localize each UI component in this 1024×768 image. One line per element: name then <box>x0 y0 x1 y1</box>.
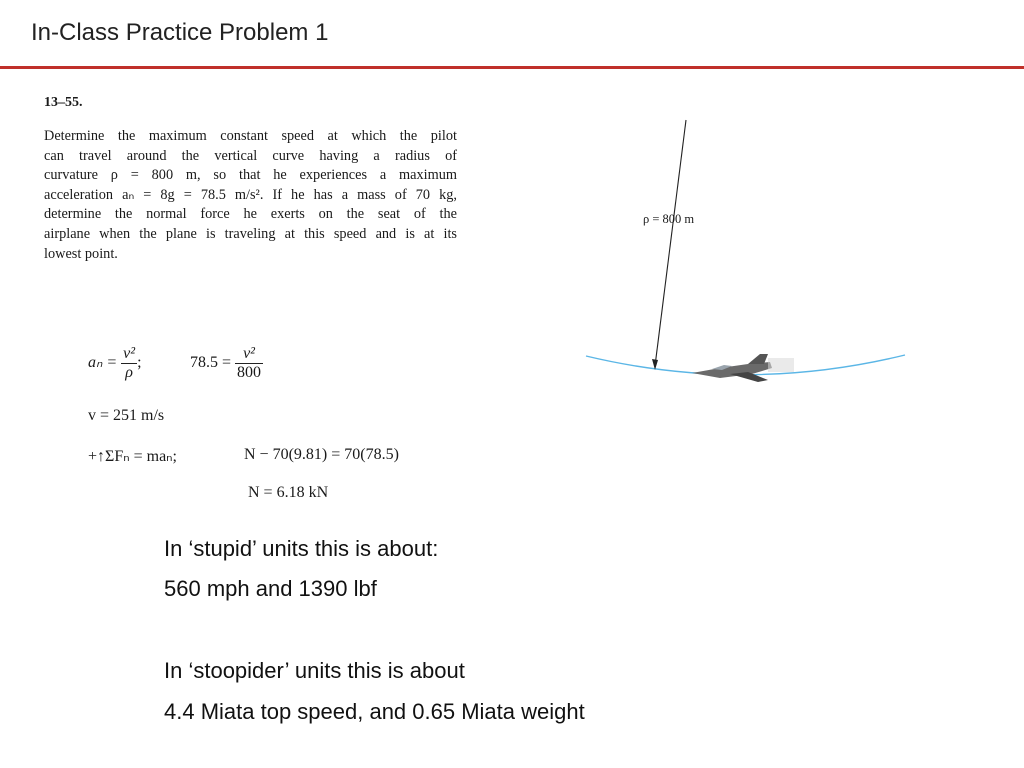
equation-normal-acceleration <box>88 345 142 381</box>
eq1-fraction <box>121 345 137 381</box>
eq1-separator: ; <box>137 353 142 371</box>
problem-number: 13–55. <box>44 95 83 110</box>
problem-line: determine the normal force he exerts on the seat of the <box>44 206 457 223</box>
eq2-fraction <box>235 345 263 381</box>
problem-line: curvature ρ = 800 m, so that he experiences a maximum <box>44 167 457 184</box>
curve-diagram <box>580 110 920 400</box>
problem-statement <box>44 127 457 264</box>
sum-forces-equation: +↑ΣFₙ = maₙ; <box>88 448 177 465</box>
note-line-4: 4.4 Miata top speed, and 0.65 Miata weight <box>164 699 585 724</box>
airplane-icon <box>692 354 794 382</box>
eq2-lhs: 78.5 = <box>190 353 232 371</box>
eq2-numerator: v² <box>235 345 263 364</box>
eq1-lhs: aₙ = <box>88 353 118 371</box>
problem-line: Determine the maximum constant speed at which the pilot <box>44 128 457 144</box>
eq2-denominator: 800 <box>237 363 262 381</box>
note-line-3: In ‘stoopider’ units this is about <box>164 658 465 683</box>
slide-title: In-Class Practice Problem 1 <box>31 19 329 46</box>
newton-equation: N − 70(9.81) = 70(78.5) <box>244 446 399 463</box>
problem-line: can travel around the vertical curve having a radius of <box>44 147 457 164</box>
note-line-2: 560 mph and 1390 lbf <box>164 576 377 601</box>
problem-line: airplane when the plane is traveling at this speed and is at its <box>44 225 457 242</box>
normal-force-result: N = 6.18 kN <box>248 484 329 501</box>
title-divider <box>0 66 1024 69</box>
radius-line <box>655 120 686 366</box>
eq1-denominator: ρ <box>125 363 133 381</box>
radius-label: ρ = 800 m <box>643 212 695 226</box>
velocity-result: v = 251 m/s <box>88 407 165 424</box>
note-line-1: In ‘stupid’ units this is about: <box>164 536 439 561</box>
problem-line: lowest point. <box>44 245 118 262</box>
eq1-numerator: v² <box>123 345 136 362</box>
equation-substitution <box>190 345 263 381</box>
problem-line: acceleration aₙ = 8g = 78.5 m/s². If he has a mass of 70 kg, <box>44 186 457 203</box>
